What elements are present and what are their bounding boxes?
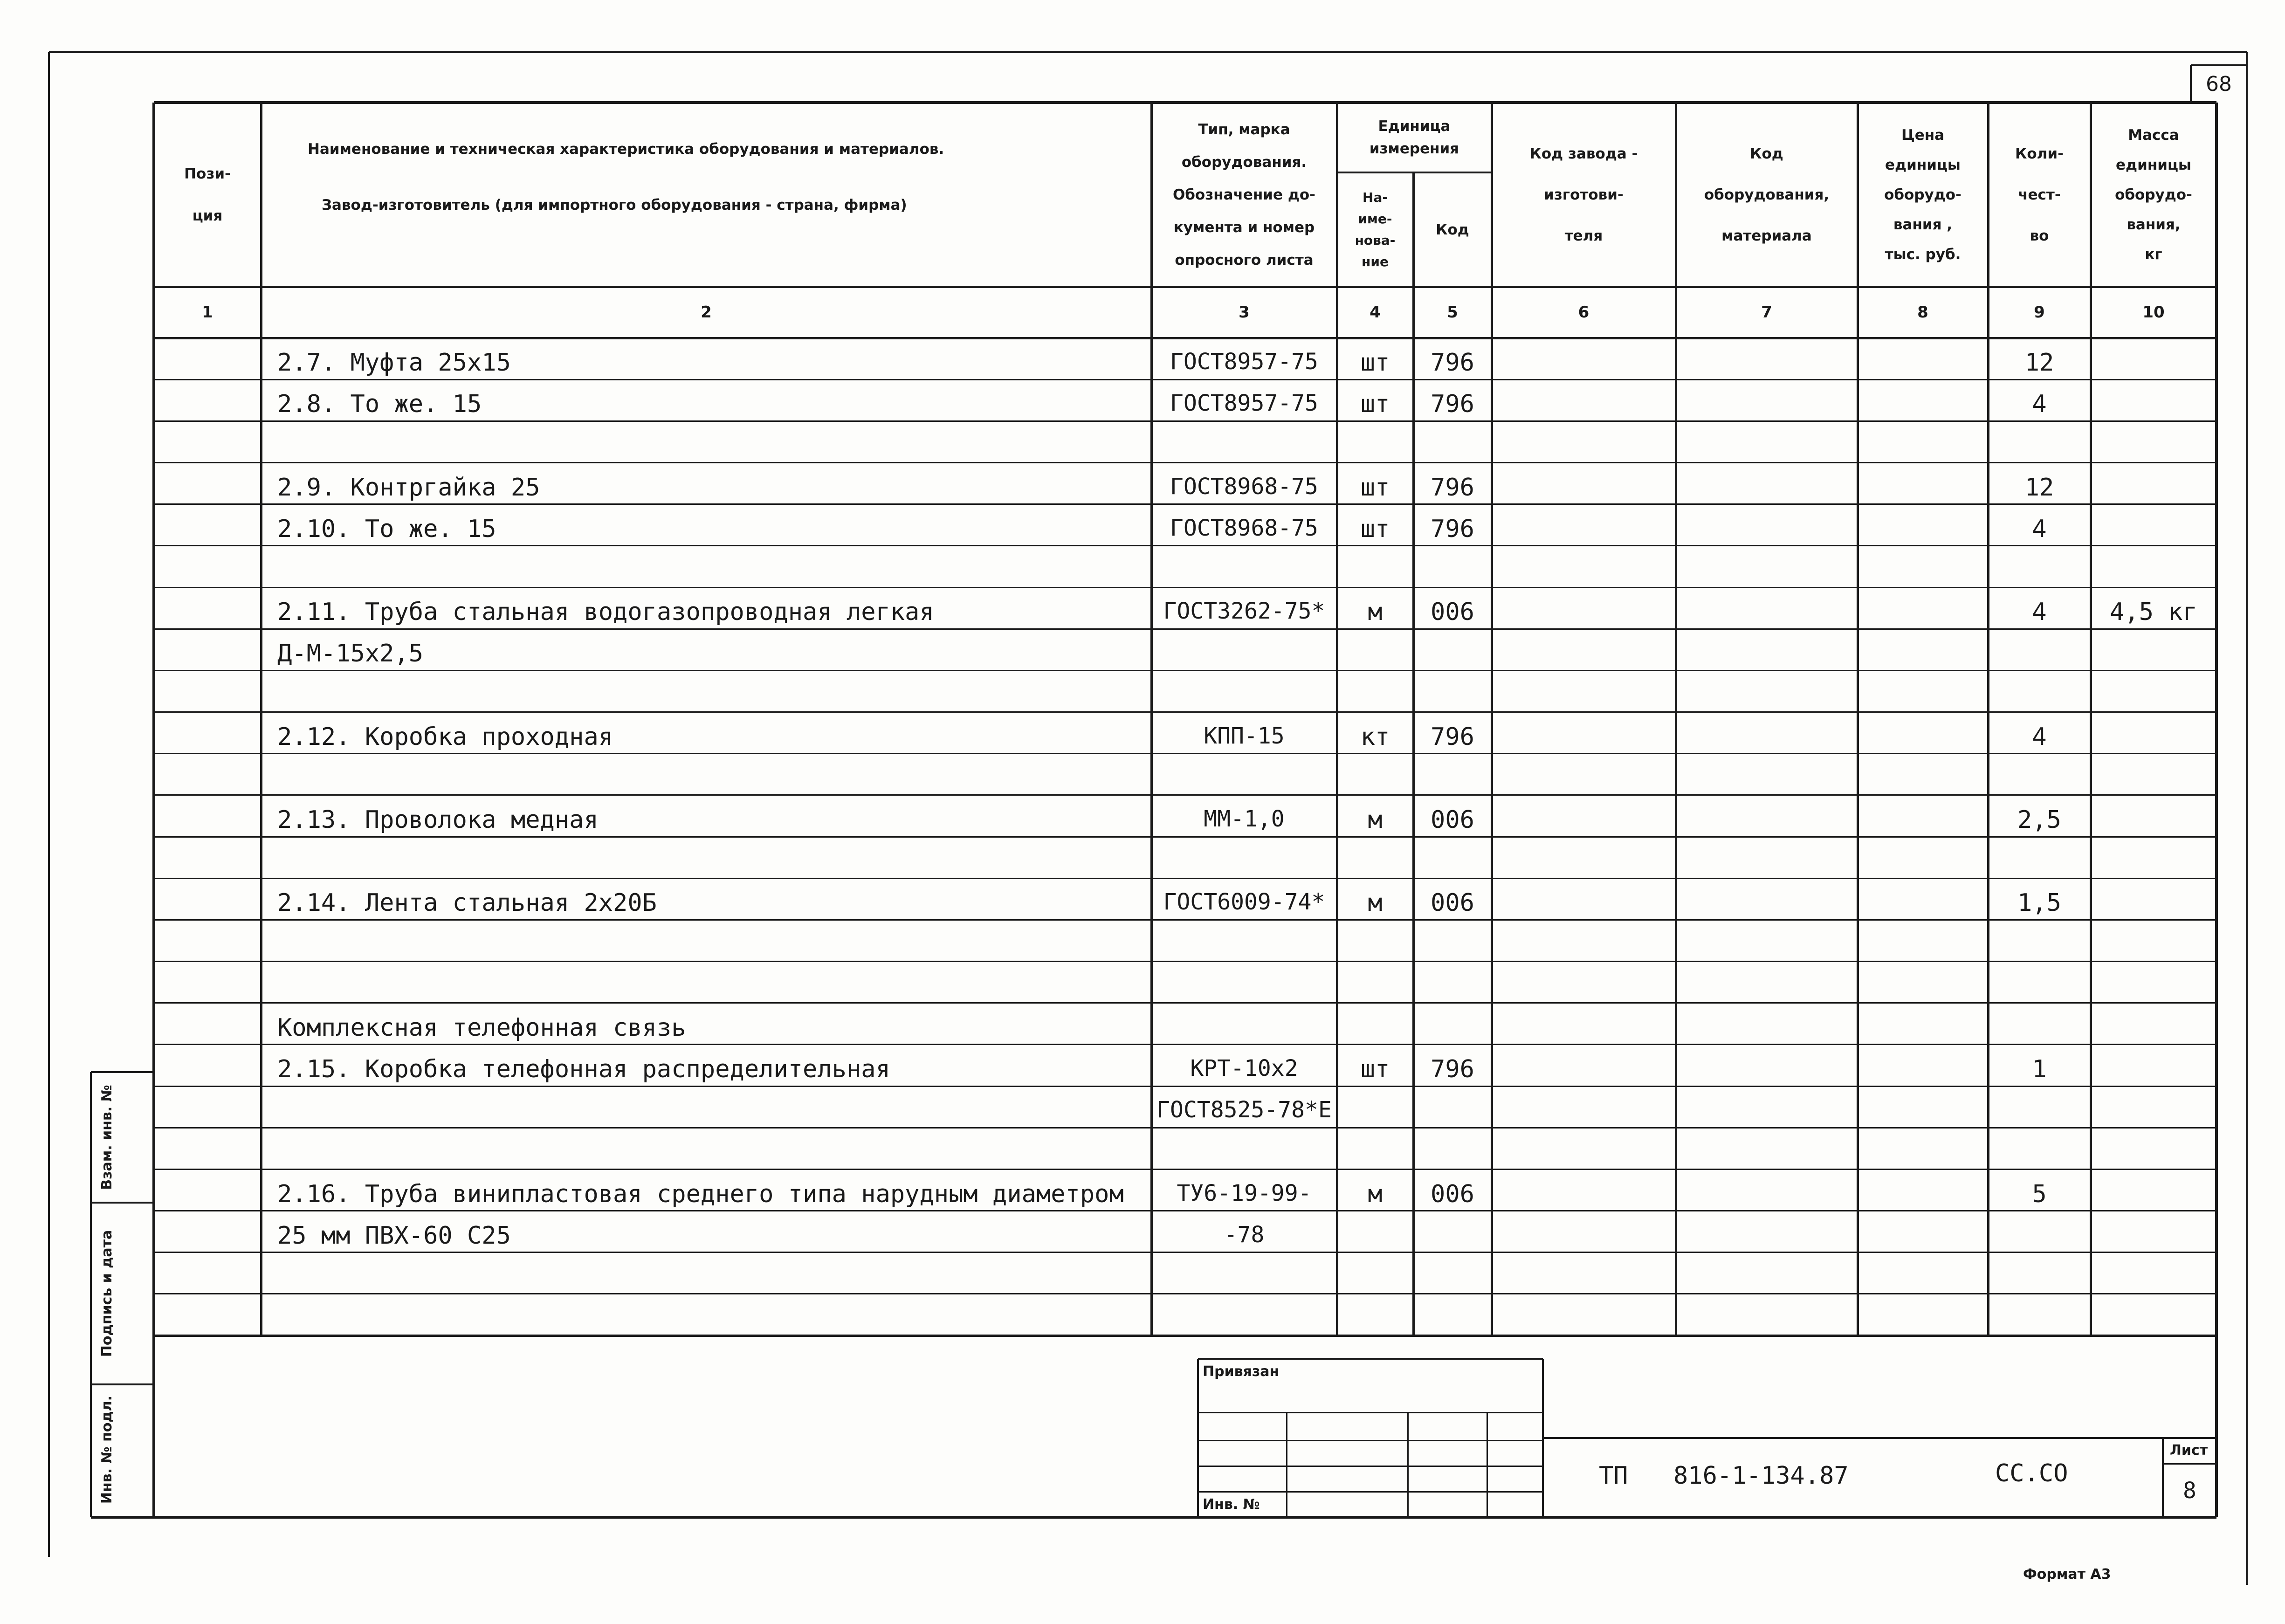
row-type: ГОСТ8968-75 xyxy=(1170,515,1318,541)
row-type: ММ-1,0 xyxy=(1204,806,1285,832)
stamp-box-left xyxy=(1197,1359,1199,1517)
table-bottom xyxy=(154,1335,2216,1337)
row-unit: шт xyxy=(1360,349,1390,377)
column-number: 1 xyxy=(202,303,213,322)
row-line xyxy=(154,545,2216,546)
row-unit-code: 006 xyxy=(1431,598,1474,626)
row-type: КПП-15 xyxy=(1204,723,1285,749)
row-unit-code: 796 xyxy=(1431,349,1474,377)
header-unit-name: На- име- нова- ние xyxy=(1355,189,1396,269)
header-factory-code: Код завода - изготови- теля xyxy=(1529,145,1638,244)
format-label: Формат А3 xyxy=(2023,1566,2111,1583)
row-unit-code: 796 xyxy=(1431,515,1474,543)
row-quantity: 5 xyxy=(2032,1180,2047,1208)
column-number: 2 xyxy=(701,303,712,322)
stamp-box-top xyxy=(1198,1358,1543,1360)
row-unit-code: 006 xyxy=(1431,1180,1474,1208)
row-unit: шт xyxy=(1360,515,1390,543)
row-line xyxy=(154,836,2216,838)
stamp-sheet-label: Лист xyxy=(2170,1442,2208,1459)
stamp-box-line xyxy=(1198,1440,1543,1441)
stamp-privyazan: Привязан xyxy=(1203,1363,1280,1380)
row-quantity: 4 xyxy=(2032,390,2047,419)
row-line xyxy=(154,462,2216,463)
row-name: 2.7. Муфта 25х15 xyxy=(277,349,511,377)
stamp-inv-no: Инв. № xyxy=(1203,1496,1260,1513)
row-name: 2.15. Коробка телефонная распределительная xyxy=(277,1055,890,1083)
row-mass: 4,5 кг xyxy=(2110,598,2197,626)
row-unit-code: 796 xyxy=(1431,390,1474,419)
row-quantity: 4 xyxy=(2032,515,2047,543)
sheet-box-top xyxy=(2163,1437,2216,1439)
header-equipment-code: Код оборудования, материала xyxy=(1704,145,1830,244)
title-block-top xyxy=(1543,1437,2216,1439)
row-type: ГОСТ8957-75 xyxy=(1170,390,1318,417)
row-name: 2.11. Труба стальная водогазопроводная легкая xyxy=(277,598,934,626)
row-unit-code: 796 xyxy=(1431,723,1474,751)
column-number: 7 xyxy=(1761,303,1772,322)
row-line xyxy=(154,1252,2216,1253)
header-type-mark: Тип, марка оборудования. Обозначение до- кумента и номер опросного листа xyxy=(1172,121,1316,268)
stamp-sheet-number: 8 xyxy=(2183,1477,2196,1504)
row-name: 2.10. То же. 15 xyxy=(277,515,496,543)
outer-frame-top xyxy=(49,51,2247,53)
row-unit: м xyxy=(1368,889,1383,917)
row-line xyxy=(154,1293,2216,1294)
row-line xyxy=(154,420,2216,422)
stamp-box-col xyxy=(1407,1412,1409,1517)
stamp-box-col xyxy=(1487,1412,1488,1517)
header-unit-group: Единица измерения xyxy=(1369,118,1459,157)
row-line xyxy=(154,379,2216,380)
row-name: Д-М-15х2,5 xyxy=(277,640,424,668)
row-line xyxy=(154,1086,2216,1087)
column-number: 10 xyxy=(2142,303,2165,322)
stamp-box-line xyxy=(1198,1412,1543,1413)
header-quantity: Коли- чест- во xyxy=(2015,145,2064,244)
row-unit-code: 006 xyxy=(1431,889,1474,917)
side-label-vzam: Взам. инв. № xyxy=(99,1085,115,1190)
outer-frame-left xyxy=(48,52,50,1557)
header-price: Цена единицы оборудо- вания , тыс. руб. xyxy=(1884,126,1962,263)
row-quantity: 1,5 xyxy=(2017,889,2061,917)
row-name: 25 мм ПВХ-60 С25 xyxy=(277,1221,511,1250)
row-line xyxy=(154,878,2216,879)
row-type: ГОСТ8957-75 xyxy=(1170,349,1318,375)
row-line xyxy=(154,587,2216,588)
row-line xyxy=(154,1002,2216,1004)
row-unit: шт xyxy=(1360,1055,1390,1083)
row-line xyxy=(154,628,2216,630)
row-unit: шт xyxy=(1360,473,1390,502)
row-line xyxy=(154,919,2216,921)
row-line xyxy=(154,1044,2216,1045)
stamp-doc-code: 816-1-134.87 xyxy=(1673,1462,1849,1490)
row-name: 2.14. Лента стальная 2х20Б xyxy=(277,889,657,917)
row-line xyxy=(154,670,2216,671)
row-line xyxy=(154,503,2216,505)
row-line xyxy=(154,711,2216,713)
row-line xyxy=(154,961,2216,962)
side-label-signature: Подпись и дата xyxy=(99,1230,115,1357)
row-type: ТУ6-19-99- xyxy=(1177,1180,1312,1206)
column-number: 6 xyxy=(1578,303,1590,322)
row-quantity: 2,5 xyxy=(2017,806,2061,834)
row-name: Комплексная телефонная связь xyxy=(277,1013,686,1042)
header-mass: Масса единицы оборудо- вания, кг xyxy=(2115,126,2192,263)
column-number: 3 xyxy=(1239,303,1250,322)
row-line xyxy=(154,1210,2216,1211)
row-unit-code: 796 xyxy=(1431,473,1474,502)
row-unit: м xyxy=(1368,806,1383,834)
column-number: 4 xyxy=(1370,303,1381,322)
side-label-inventory: Инв. № подл. xyxy=(99,1395,115,1504)
outer-frame-right xyxy=(2246,52,2248,1585)
row-type: ГОСТ8525-78*Е xyxy=(1156,1097,1332,1123)
row-type: КРТ-10х2 xyxy=(1190,1055,1298,1081)
binding-strip-left xyxy=(90,1072,92,1517)
column-number: 9 xyxy=(2034,303,2045,322)
stamp-box-line xyxy=(1198,1491,1543,1493)
row-line xyxy=(154,1169,2216,1170)
row-unit: кт xyxy=(1360,723,1390,751)
row-quantity: 4 xyxy=(2032,598,2047,626)
stamp-mark: СС.СО xyxy=(1995,1459,2068,1487)
header-name-line2: Завод-изготовитель (для импортного оборудования - страна, фирма) xyxy=(322,197,907,213)
column-number: 5 xyxy=(1447,303,1458,322)
stamp-tp: ТП xyxy=(1599,1462,1628,1490)
column-number: 8 xyxy=(1917,303,1928,322)
row-quantity: 12 xyxy=(2024,349,2054,377)
header-name-line1: Наименование и техническая характеристика оборудования и материалов. xyxy=(308,141,944,158)
row-quantity: 1 xyxy=(2032,1055,2047,1083)
row-name: 2.13. Проволока медная xyxy=(277,806,599,834)
column-line xyxy=(1412,172,1415,1335)
row-type: ГОСТ6009-74* xyxy=(1163,889,1325,915)
row-type: ГОСТ3262-75* xyxy=(1163,598,1325,625)
header-unit-code: Код xyxy=(1436,221,1469,238)
row-unit: шт xyxy=(1360,390,1390,419)
header-position: Пози- ция xyxy=(184,165,231,224)
bottom-frame-left xyxy=(152,1335,155,1517)
row-name: 2.16. Труба винипластовая среднего типа нарудным диаметром xyxy=(277,1180,1124,1208)
corner-sheet-number: 68 xyxy=(2206,72,2232,96)
row-line xyxy=(154,753,2216,754)
row-unit-code: 006 xyxy=(1431,806,1474,834)
row-line xyxy=(154,1127,2216,1129)
stamp-box-col xyxy=(1286,1412,1287,1517)
row-name: 2.12. Коробка проходная xyxy=(277,723,613,751)
row-type: -78 xyxy=(1224,1221,1265,1248)
stamp-box-line xyxy=(1198,1466,1543,1467)
row-quantity: 12 xyxy=(2024,473,2054,502)
row-line xyxy=(154,794,2216,796)
row-type: ГОСТ8968-75 xyxy=(1170,473,1318,500)
row-name: 2.9. Контргайка 25 xyxy=(277,473,540,502)
row-name: 2.8. То же. 15 xyxy=(277,390,482,419)
row-unit-code: 796 xyxy=(1431,1055,1474,1083)
bottom-frame-bottom xyxy=(91,1516,2216,1519)
row-unit: м xyxy=(1368,1180,1383,1208)
row-quantity: 4 xyxy=(2032,723,2047,751)
row-unit: м xyxy=(1368,598,1383,626)
